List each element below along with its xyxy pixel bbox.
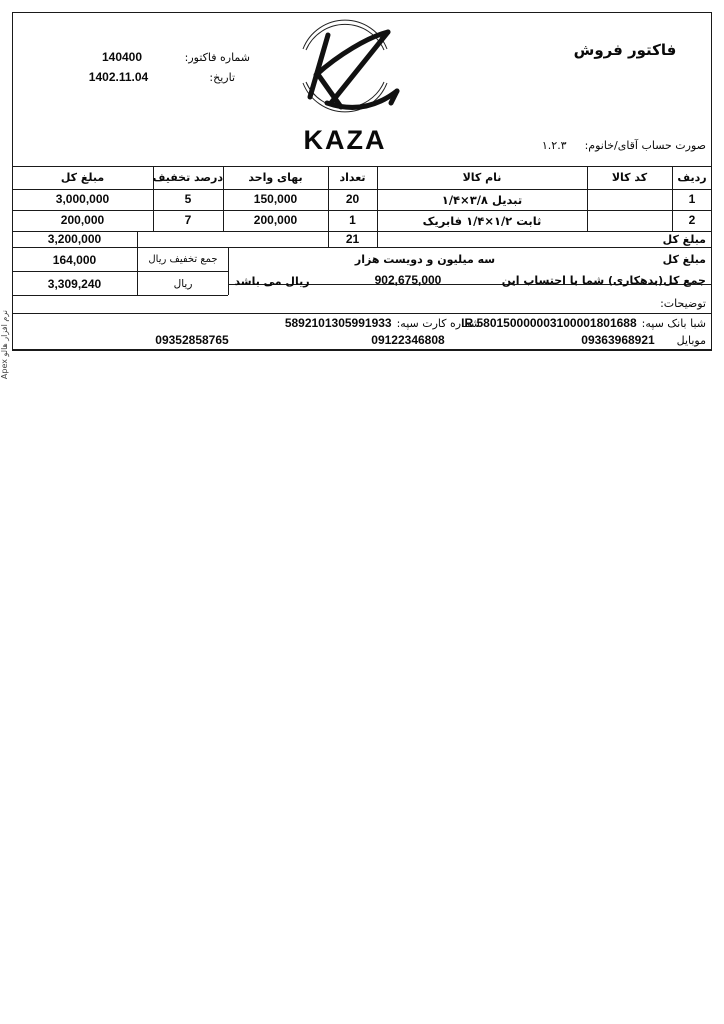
item-qty: 1 [349,213,356,227]
grid-line [12,313,712,314]
item-name: ثابت ۱/۲×۱/۴ فابریک [422,214,542,228]
item-unit-price: 150,000 [253,192,298,206]
grid-line [12,12,712,13]
summary-debt-suffix: ریال می باشد [234,275,310,288]
summary-debt-total: 902,675,000 [374,273,442,287]
grid-line [12,349,712,351]
mobile-number-3: 09352858765 [155,333,229,347]
notes-label: توضیحات: [660,297,706,310]
brand-logo-icon [283,15,407,121]
brand-logo-text: KAZA [303,125,387,155]
card-label: شماره کارت سپه: [396,316,480,330]
card-number: 5892101305991933 [284,316,392,330]
item-total: 3,000,000 [55,192,110,206]
grid-line [12,295,228,296]
grid-line [12,247,712,248]
invoice-date-label: تاریخ: [209,71,235,84]
col-header-discount: درصد تخفیف [153,171,223,184]
item-row-no: 2 [688,213,696,227]
summary-amount-words: سه میلیون و دویست هزار [354,253,496,266]
mobile-label: موبایل [676,334,706,347]
col-header-total: مبلغ کل [60,171,105,184]
card-row [275,315,480,331]
mobile-number-1: 09363968921 [581,333,655,347]
summary-payable-total: 3,309,240 [47,277,102,291]
col-header-unit-price: بهای واحد [248,171,303,184]
summary-amount-label: مبلغ کل [662,253,706,266]
item-name: تبدیل ۳/۸×۱/۴ [441,193,523,207]
invoice-number-label: شماره فاکتور: [184,51,250,64]
summary-discount-total: 164,000 [52,253,97,267]
summary-discount-label: جمع تخفیف ریال [148,254,218,265]
invoice-date-value: 1402.11.04 [88,70,149,84]
sheba-label: شبا بانک سپه: [641,316,706,330]
col-header-item-code: کد کالا [611,171,648,184]
summary-debt-label: جمع کل(بدهکاری) شما با احتساب این [501,274,706,287]
software-watermark: نرم افزار هالو Apex [0,310,9,380]
bill-to-label: صورت حساب آقای/خانوم: [584,138,706,152]
summary-grand-label: مبلغ کل [662,233,706,246]
item-discount: 7 [184,213,192,227]
item-qty: 20 [345,192,360,206]
col-header-qty: تعداد [339,171,366,184]
grid-line [12,271,228,272]
item-total: 200,000 [60,213,105,227]
item-unit-price: 200,000 [253,213,298,227]
col-header-item-name: نام کالا [462,171,502,184]
invoice-title: فاکتور فروش [573,41,677,59]
col-header-row-no: ردیف [677,171,707,184]
summary-total-qty: 21 [345,232,360,246]
mobile-number-2: 09122346808 [371,333,445,347]
grid-line [228,247,229,295]
bill-to-value: ۱.۲.۳ [541,138,567,152]
invoice-number-value: 140400 [101,50,143,64]
sheba-number: IR 580150000003100001801688 [461,316,637,330]
item-discount: 5 [184,192,192,206]
summary-subtotal: 3,200,000 [47,232,102,246]
summary-rial-label: ریال [173,278,193,290]
bill-to-row [455,137,706,153]
item-row-no: 1 [688,192,696,206]
